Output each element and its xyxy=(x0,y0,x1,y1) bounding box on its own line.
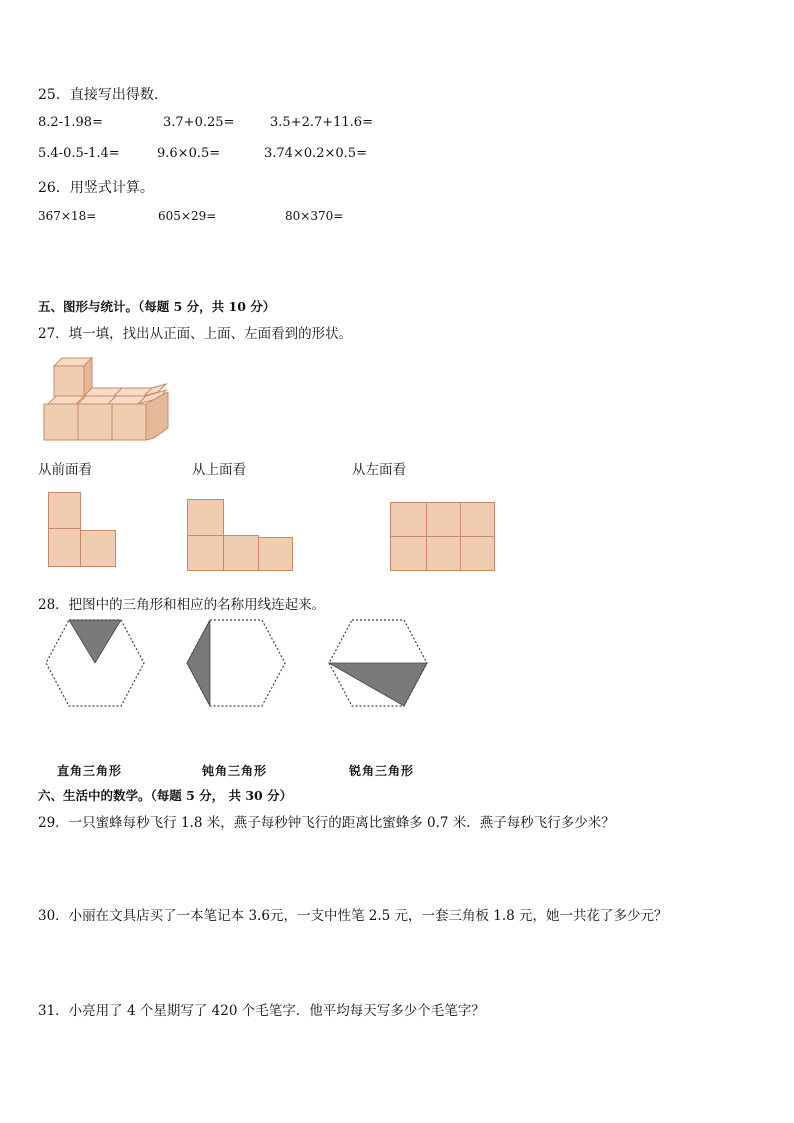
q25-item: 9.6×0.5= xyxy=(157,146,221,161)
q29-text: 29．一只蜜蜂每秒飞行 1.8 米，燕子每秒钟飞行的距离比蜜蜂多 0.7 米．燕子每秒飞行多少米？ xyxy=(38,815,615,831)
hexagon-right-triangle xyxy=(44,619,146,709)
q25-title: 25．直接写出得数. xyxy=(38,87,159,103)
label-acute-triangle: 锐角三角形 xyxy=(349,764,415,778)
hexagon-obtuse-triangle xyxy=(185,619,287,709)
q26-item: 605×29= xyxy=(158,209,217,223)
q25-item: 3.5+2.7+11.6= xyxy=(270,115,373,130)
q27-title: 27．填一填，找出从正面、上面、左面看到的形状。 xyxy=(38,326,353,342)
section6-heading: 六、生活中的数学。（每题 5 分， 共 30 分） xyxy=(38,788,293,803)
view-label-top: 从上面看 xyxy=(192,462,246,478)
q26-item: 80×370= xyxy=(285,209,344,223)
section5-heading: 五、图形与统计。（每题 5 分，共 10 分） xyxy=(38,299,276,314)
label-obtuse-triangle: 钝角三角形 xyxy=(202,764,268,778)
q30-text: 30．小丽在文具店买了一本笔记本 3.6元，一支中性笔 2.5 元，一套三角板 1.8 元，她一共花了多少元？ xyxy=(38,908,668,924)
view-label-left: 从左面看 xyxy=(352,462,406,478)
q26-title: 26．用竖式计算。 xyxy=(38,180,154,196)
hexagon-acute-triangle xyxy=(327,619,429,709)
q28-title: 28．把图中的三角形和相应的名称用线连起来。 xyxy=(38,597,326,613)
q25-item: 3.7+0.25= xyxy=(163,115,235,130)
top-view-figure xyxy=(187,499,295,573)
q26-item: 367×18= xyxy=(38,209,97,223)
q25-item: 3.74×0.2×0.5= xyxy=(264,146,367,161)
q31-text: 31．小亮用了 4 个星期写了 420 个毛笔字．他平均每天写多少个毛笔字？ xyxy=(38,1003,485,1019)
front-view-figure xyxy=(48,492,118,568)
label-right-triangle: 直角三角形 xyxy=(57,764,123,778)
view-label-front: 从前面看 xyxy=(38,462,92,478)
q25-item: 5.4-0.5-1.4= xyxy=(38,146,120,161)
cube-stack-figure xyxy=(40,350,180,445)
left-view-figure xyxy=(390,502,496,572)
q25-item: 8.2-1.98= xyxy=(38,115,103,130)
